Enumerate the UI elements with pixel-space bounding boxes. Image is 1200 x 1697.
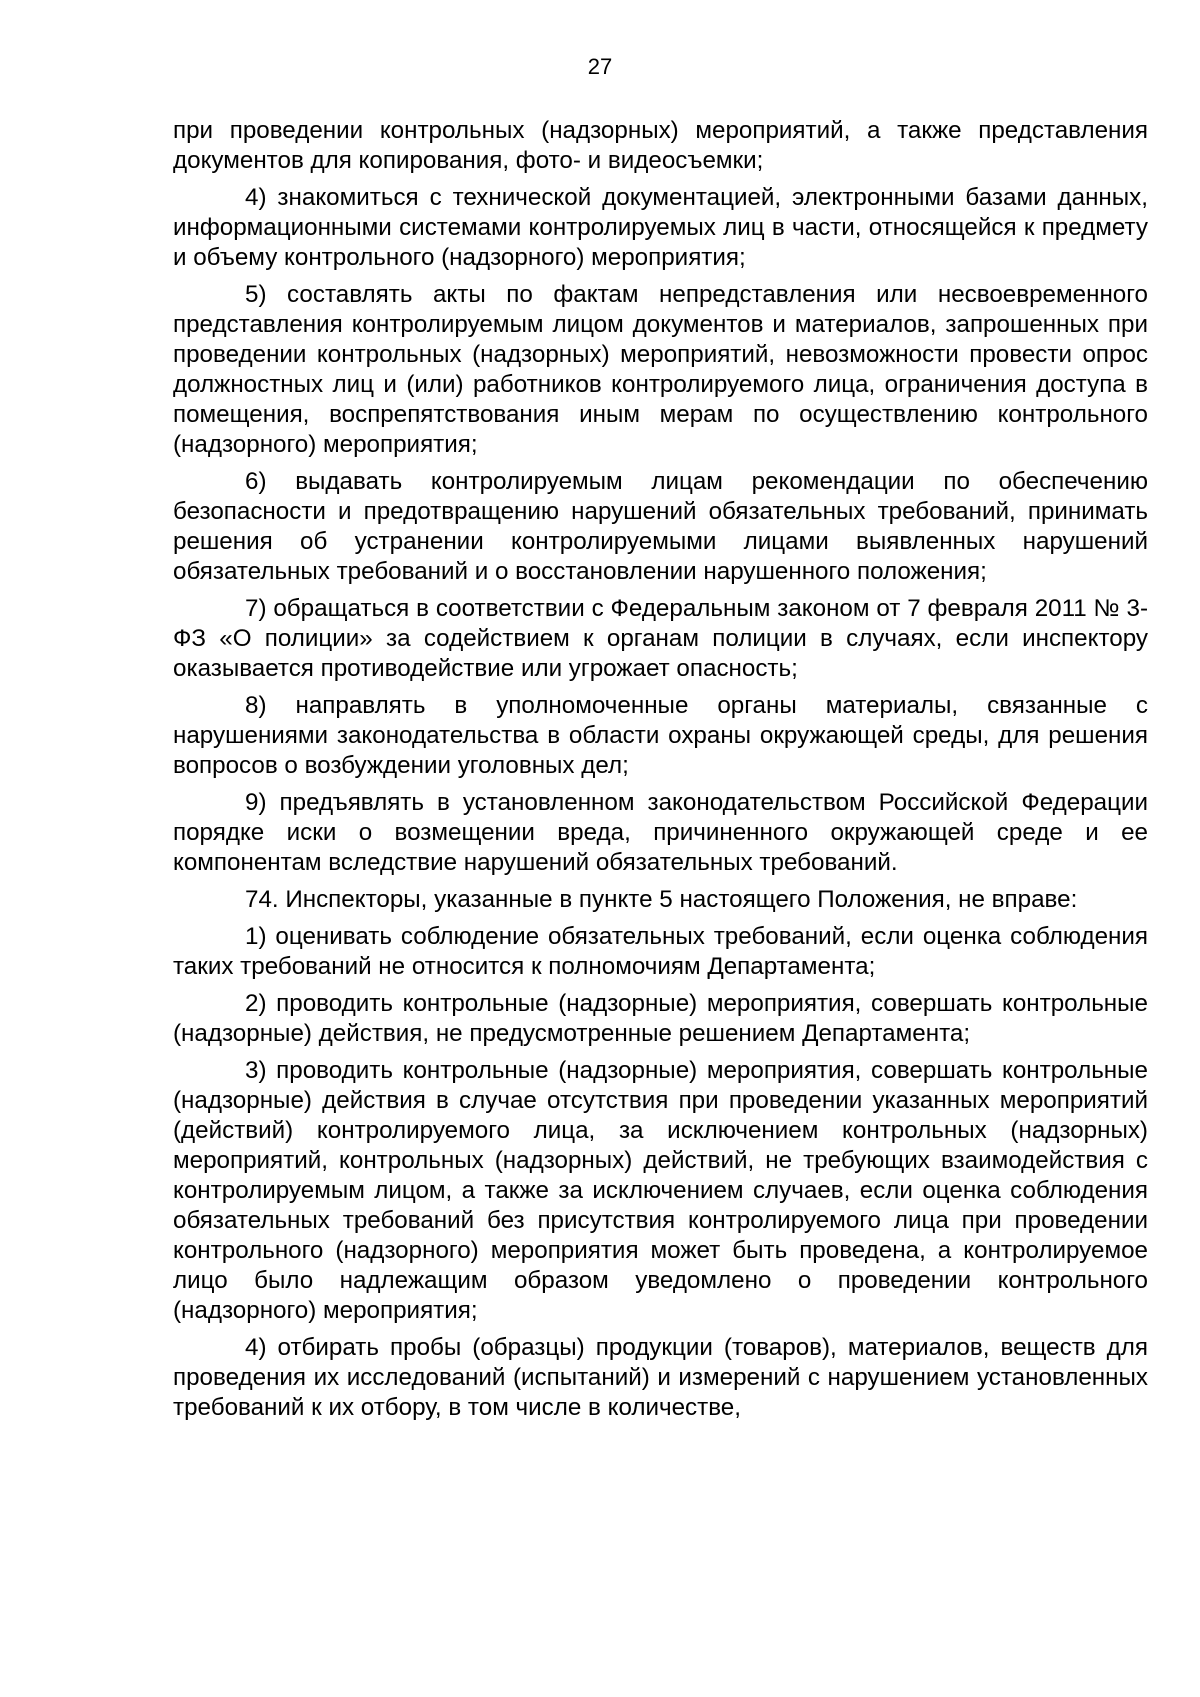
page-number: 27 (587, 54, 613, 79)
paragraph-item-9: 9) предъявлять в установленном законодательством Российской Федерации порядке иски о возмещении вреда, причиненного окружающей среде и ее компонентам вследствие нарушений обязательных требований. (173, 789, 1148, 876)
paragraph-clause-74-item-1: 1) оценивать соблюдение обязательных требований, если оценка соблюдения таких требований не относится к полномочиям Департамента; (173, 923, 1148, 980)
paragraph-item-4: 4) знакомиться с технической документацией, электронными базами данных, информационными системами контролируемых лиц в части, относящейся к предмету и объему контрольного (надзорного) мероприятия; (173, 184, 1148, 271)
paragraph-item-8: 8) направлять в уполномоченные органы материалы, связанные с нарушениями законодательства в области охраны окружающей среды, для решения вопросов о возбуждении уголовных дел; (173, 692, 1148, 779)
paragraph-clause-74-item-3: 3) проводить контрольные (надзорные) мероприятия, совершать контрольные (надзорные) действия в случае отсутствия при проведении указанных мероприятий (действий) контролируемого лица, за исключением контрольных (надзорных) мероприятий, контрольных (надзорных) действий, не требующих взаимодействия с контролируемым лицом, а также за исключением случаев, если оценка соблюдения обязательных требований без присутствия контролируемого лица при проведении контрольного (надзорного) мероприятия может быть проведена, а контролируемое лицо было надлежащим образом уведомлено о проведении контрольного (надзорного) мероприятия; (173, 1057, 1148, 1324)
paragraph-item-7: 7) обращаться в соответствии с Федеральным законом от 7 февраля 2011 № 3-ФЗ «О полиции» за содействием к органам полиции в случаях, если инспектору оказывается противодействие или угрожает опасность; (173, 595, 1148, 682)
paragraph-continuation: при проведении контрольных (надзорных) мероприятий, а также представления документов для копирования, фото- и видеосъемки; (173, 117, 1148, 174)
paragraph-item-5: 5) составлять акты по фактам непредставления или несвоевременного представления контролируемым лицом документов и материалов, запрошенных при проведении контрольных (надзорных) мероприятий, невозможности провести опрос должностных лиц и (или) работников контролируемого лица, ограничения доступа в помещения, воспрепятствования иным мерам по осуществлению контрольного (надзорного) мероприятия; (173, 281, 1148, 458)
paragraph-clause-74-item-4: 4) отбирать пробы (образцы) продукции (товаров), материалов, веществ для проведения их исследований (испытаний) и измерений с нарушением установленных требований к их отбору, в том числе в количестве, (173, 1334, 1148, 1421)
paragraph-clause-74: 74. Инспекторы, указанные в пункте 5 настоящего Положения, не вправе: (245, 886, 1078, 913)
document-body (173, 116, 1148, 1430)
paragraph-item-6: 6) выдавать контролируемым лицам рекомендации по обеспечению безопасности и предотвращению нарушений обязательных требований, принимать решения об устранении контролируемыми лицами выявленных нарушений обязательных требований и о восстановлении нарушенного положения; (173, 468, 1148, 585)
paragraph-clause-74-item-2: 2) проводить контрольные (надзорные) мероприятия, совершать контрольные (надзорные) действия, не предусмотренные решением Департамента; (173, 990, 1148, 1047)
